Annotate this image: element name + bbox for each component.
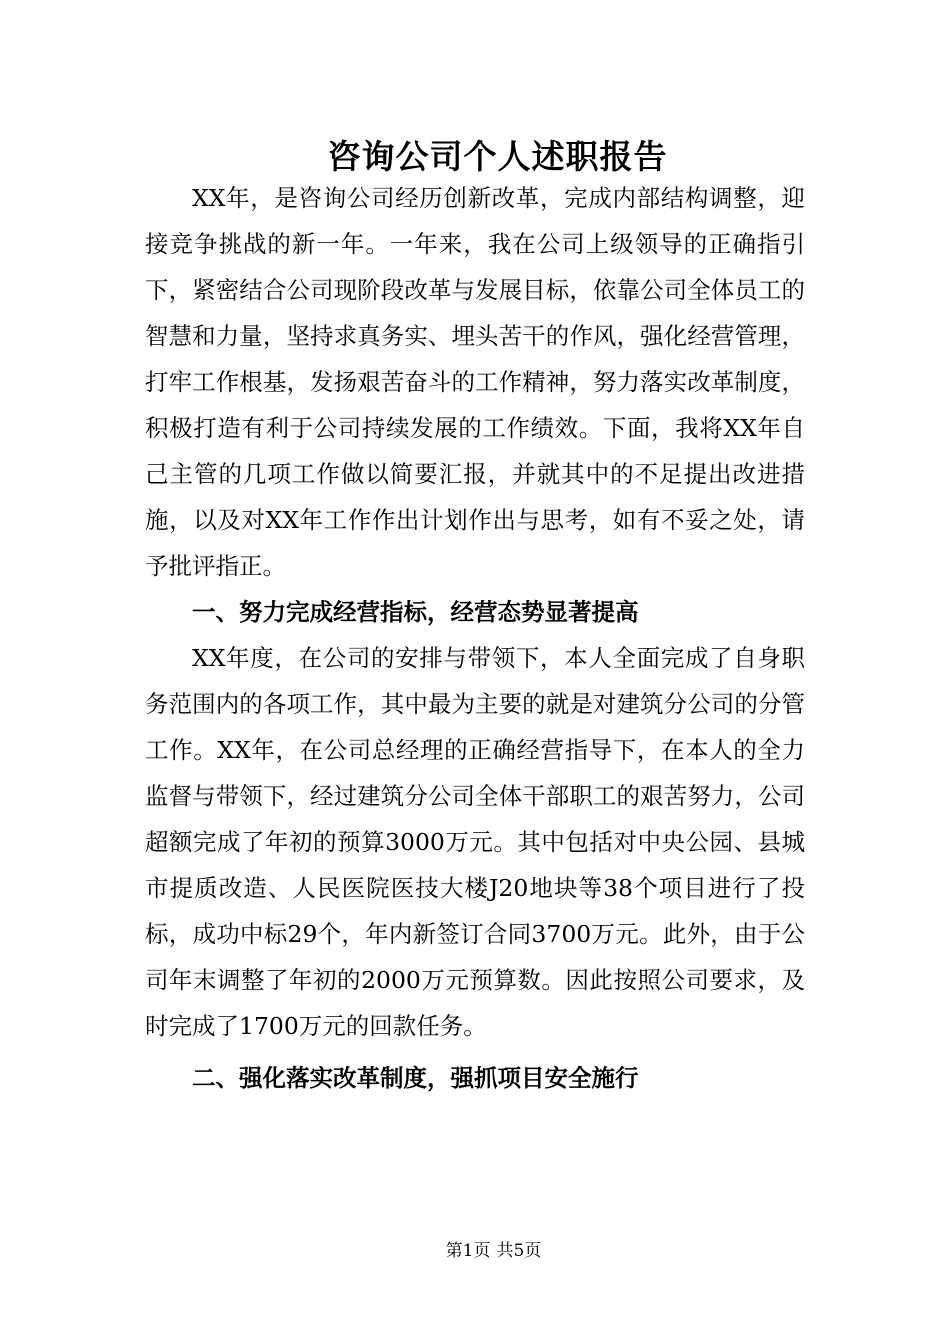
page-number: 第1页 [445,1241,491,1261]
document-body [145,175,805,1101]
section-1-paragraph: XX年度，在公司的安排与带领下，本人全面完成了自身职务范围内的各项工作，其中最为主要的就是对建筑分公司的分管工作。XX年，在公司总经理的正确经营指导下，在本人的全力监督与带领下，经过建筑分公司全体干部职工的艰苦努力，公司超额完成了年初的预算3000万元。其中包括对中央公园、县城市提质改造、人民医院医技大楼J20地块等38个项目进行了投标，成功中标29个，年内新签订合同3700万元。此外，由于公司年末调整了年初的2000万元预算数。因此按照公司要求，及时完成了1700万元的回款任务。 [145,644,805,1040]
page-footer [0,1238,950,1264]
intro-paragraph: XX年，是咨询公司经历创新改革，完成内部结构调整，迎接竞争挑战的新一年。一年来，我在公司上级领导的正确指引下，紧密结合公司现阶段改革与发展目标，依靠公司全体员工的智慧和力量，坚持求真务实、埋头苦干的作风，强化经营管理，打牢工作根基，发扬艰苦奋斗的工作精神，努力落实改革制度，积极打造有利于公司持续发展的工作绩效。下面，我将XX年自己主管的几项工作做以简要汇报，并就其中的不足提出改进措施，以及对XX年工作作出计划作出与思考，如有不妥之处，请予批评指正。 [145,184,805,580]
section-heading-1: 一、努力完成经营指标，经营态势显著提高 [192,598,639,626]
document-title: 咨询公司个人述职报告 [327,137,668,176]
section-heading-2: 二、强化落实改革制度，强抓项目安全施行 [192,1064,639,1092]
page-total: 共5页 [496,1241,542,1261]
